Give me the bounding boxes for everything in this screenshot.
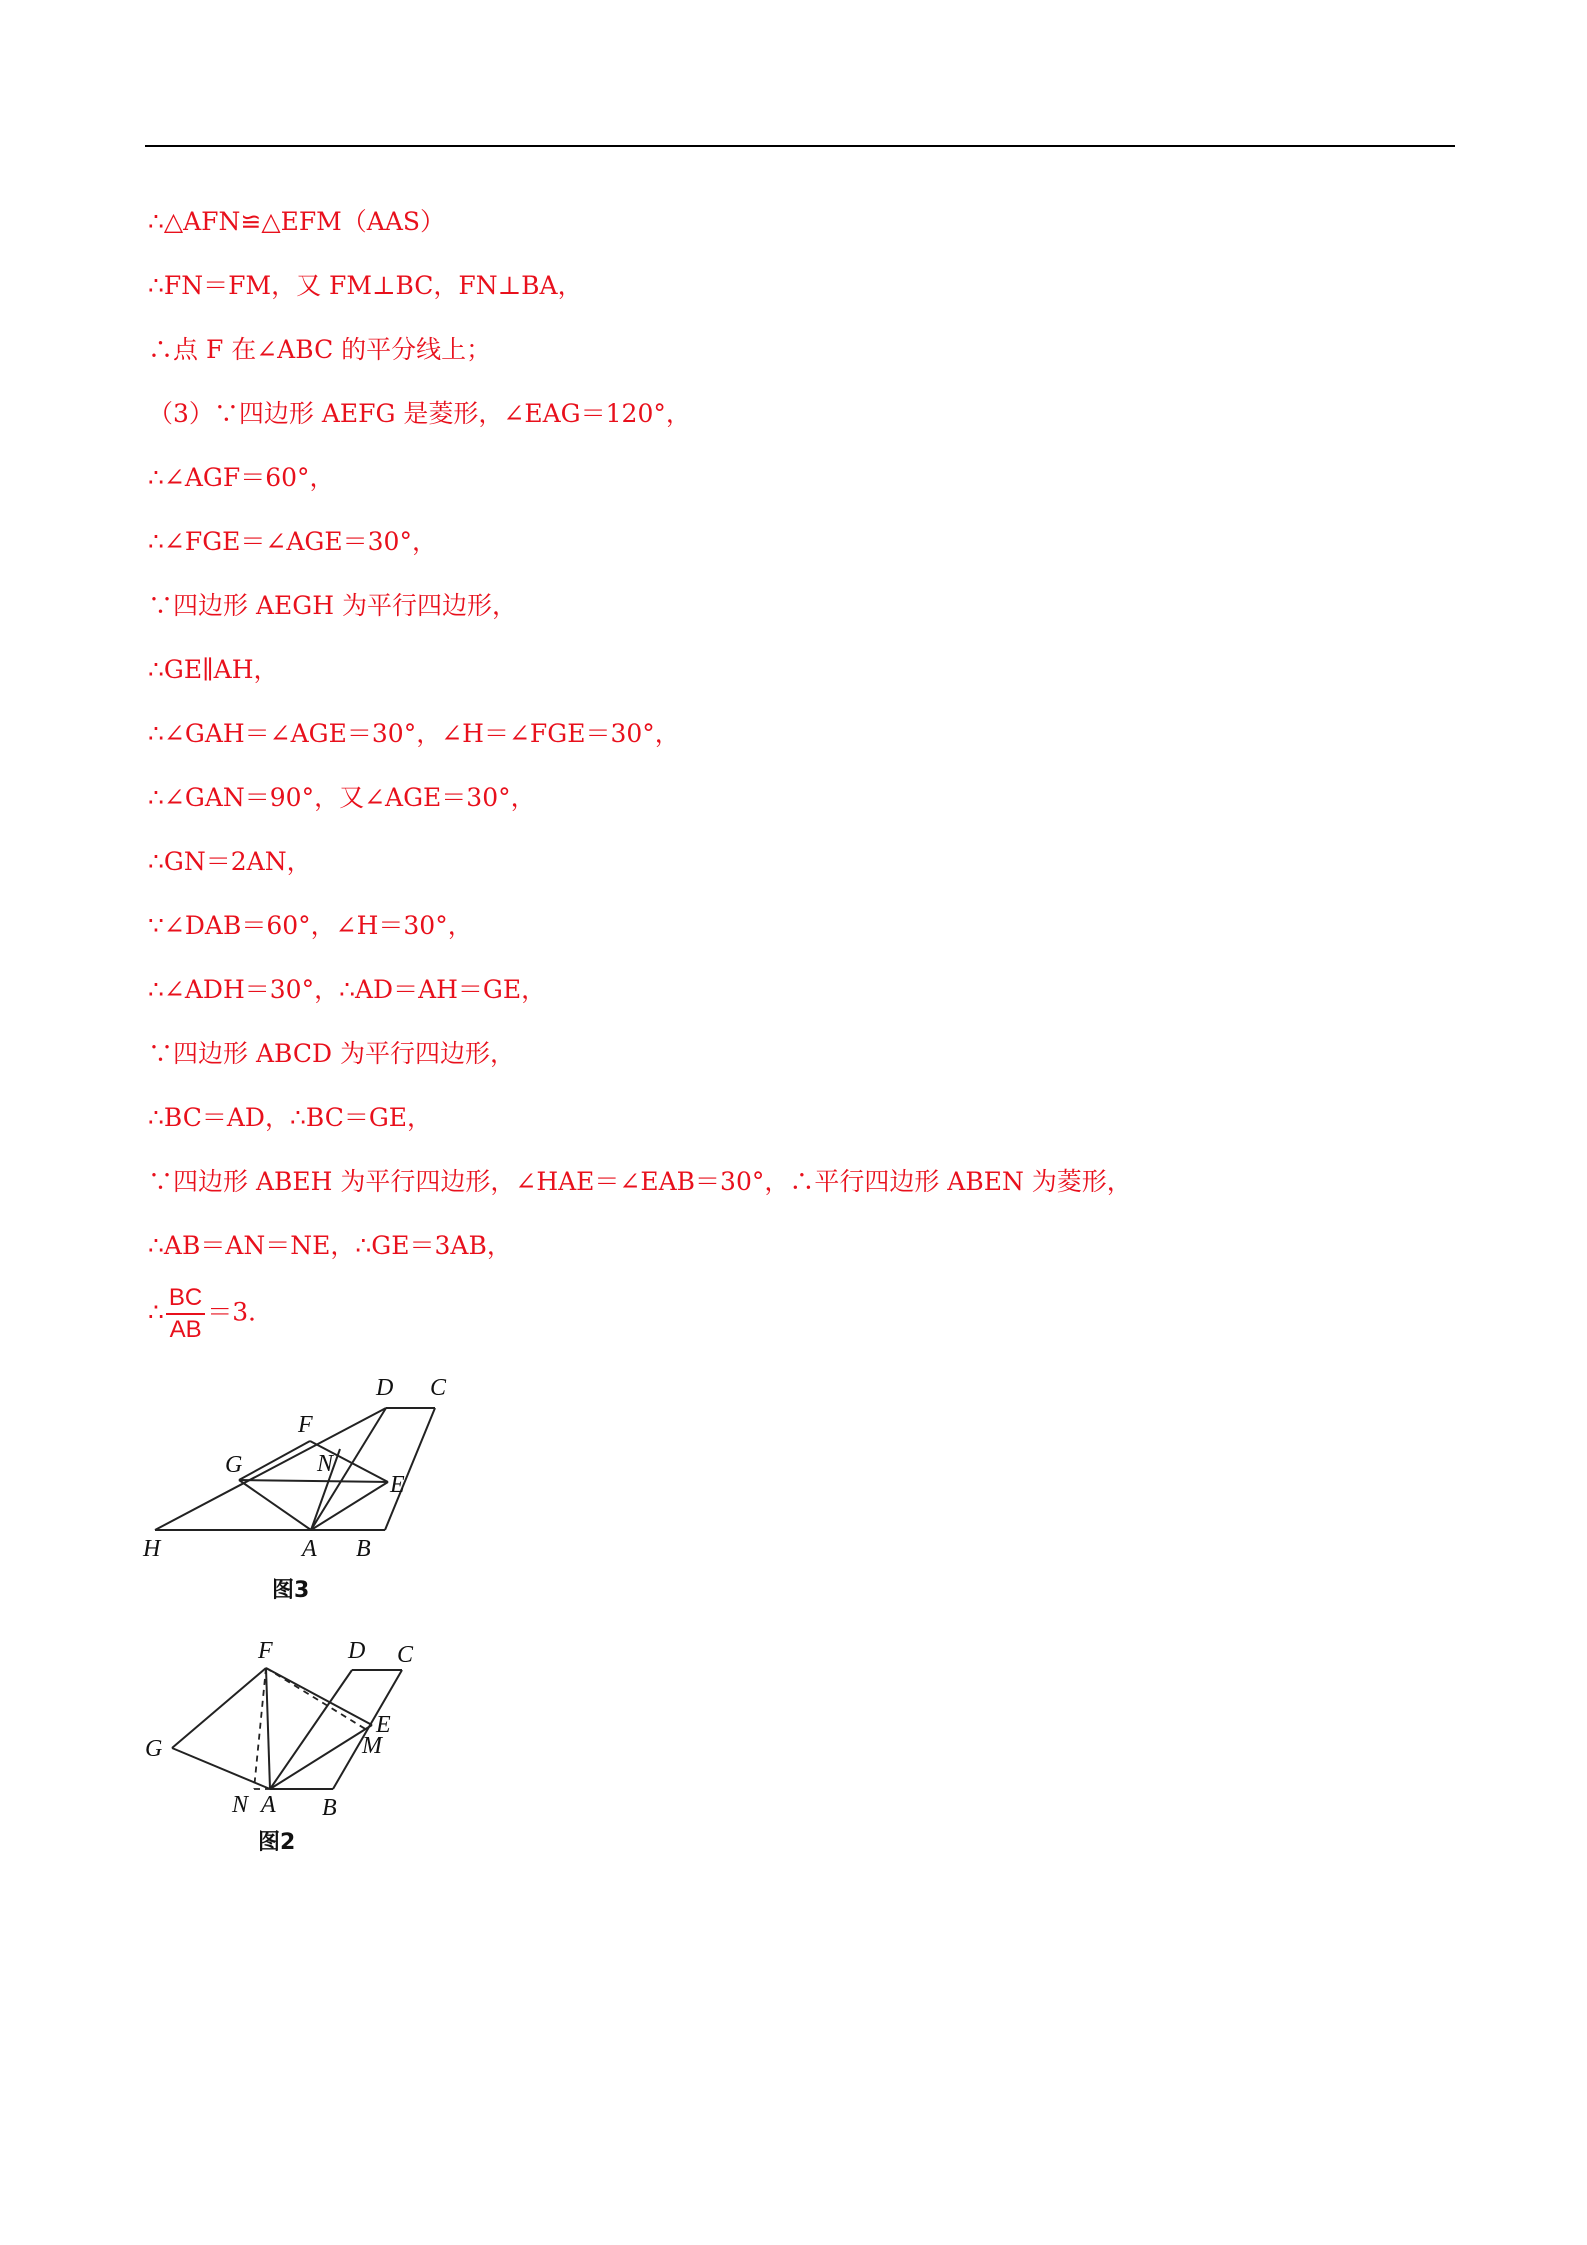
- fig3-caption: 图3: [272, 1578, 310, 1603]
- figure-3-diagram: [140, 1370, 470, 1605]
- proof-line-10: ∴∠GAN＝90°，又∠AGE＝30°，: [148, 783, 536, 812]
- proof-line-12: ∵∠DAB＝60°，∠H＝30°，: [148, 911, 473, 940]
- proof-line-9: ∴∠GAH＝∠AGE＝30°，∠H＝∠FGE＝30°，: [148, 719, 680, 748]
- fig2-caption: 图2: [258, 1830, 296, 1855]
- fig2-label-E: E: [376, 1712, 391, 1738]
- fig3-label-H: H: [143, 1536, 161, 1562]
- fraction-denominator: AB: [169, 1316, 202, 1343]
- fig3-label-F: F: [298, 1412, 313, 1438]
- proof-line-7: ∵四边形 AEGH 为平行四边形，: [148, 591, 517, 620]
- fig3-label-A: A: [302, 1536, 317, 1562]
- proof-line-1: ∴△AFN≌△EFM（AAS）: [148, 207, 446, 236]
- fig2-label-C: C: [397, 1642, 414, 1668]
- proof-line-8: ∴GE∥AH，: [148, 655, 279, 684]
- result-value: ＝3．: [207, 1297, 274, 1327]
- proof-line-14: ∵四边形 ABCD 为平行四边形，: [148, 1039, 515, 1068]
- final-result: [148, 1283, 273, 1345]
- fig3-label-B: B: [356, 1536, 371, 1562]
- fraction: [166, 1283, 205, 1345]
- fig2-label-F: F: [258, 1638, 273, 1664]
- fig3-label-N: N: [317, 1451, 334, 1477]
- fig3-label-E: E: [390, 1472, 405, 1498]
- proof-line-16: ∵四边形 ABEH 为平行四边形，∠HAE＝∠EAB＝30°，∴平行四边形 ABEN 为菱形，: [148, 1167, 1132, 1196]
- fig3-label-G: G: [225, 1452, 243, 1478]
- fig3-label-C: C: [430, 1375, 447, 1401]
- proof-line-15: ∴BC＝AD，∴BC＝GE，: [148, 1103, 433, 1132]
- header-rule: [145, 145, 1455, 147]
- therefore-symbol: ∴: [148, 1297, 164, 1327]
- proof-line-17: ∴AB＝AN＝NE，∴GE＝3AB，: [148, 1231, 512, 1260]
- proof-line-13: ∴∠ADH＝30°，∴AD＝AH＝GE，: [148, 975, 547, 1004]
- fraction-numerator: BC: [166, 1283, 205, 1315]
- fig2-label-B: B: [322, 1795, 337, 1821]
- proof-line-3: ∴点 F 在∠ABC 的平分线上；: [148, 335, 492, 364]
- fig3-label-D: D: [376, 1375, 394, 1401]
- proof-line-6: ∴∠FGE＝∠AGE＝30°，: [148, 527, 437, 556]
- fig2-label-M: M: [362, 1733, 382, 1759]
- fig2-label-N: N: [232, 1792, 249, 1818]
- proof-line-5: ∴∠AGF＝60°，: [148, 463, 335, 492]
- fig2-label-A: A: [261, 1792, 276, 1818]
- fig2-label-D: D: [348, 1638, 366, 1664]
- figure-2-diagram: [140, 1628, 470, 1858]
- fig2-label-G: G: [145, 1736, 163, 1762]
- proof-line-2: ∴FN＝FM，又 FM⊥BC，FN⊥BA，: [148, 271, 583, 300]
- proof-line-11: ∴GN＝2AN，: [148, 847, 312, 876]
- proof-line-4: （3）∵四边形 AEFG 是菱形，∠EAG＝120°，: [148, 399, 691, 428]
